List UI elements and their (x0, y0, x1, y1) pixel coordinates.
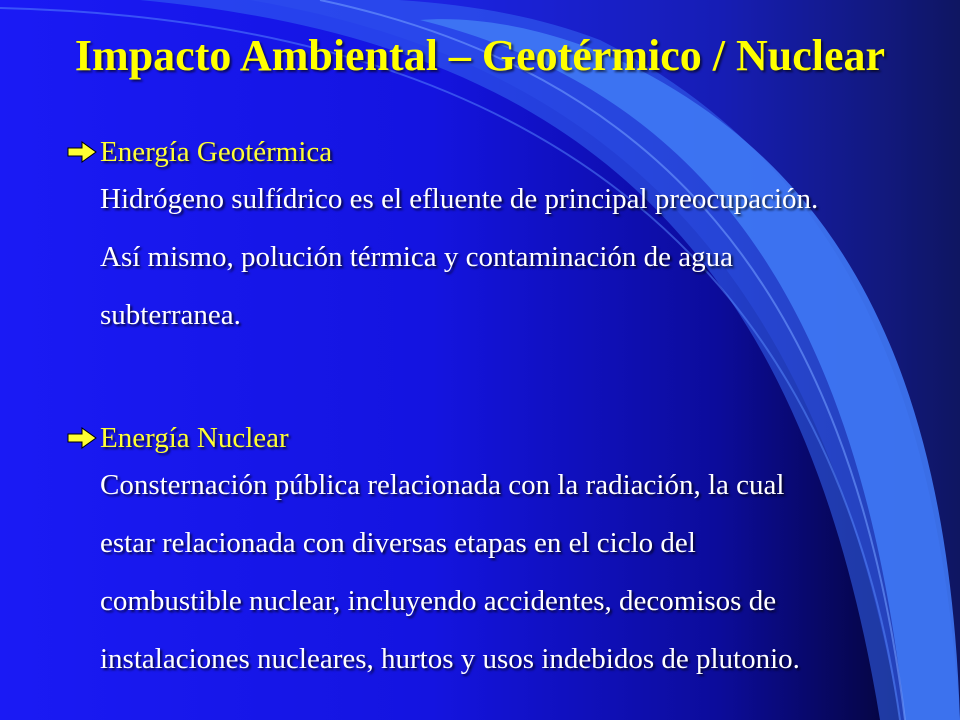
section-heading-label: Energía Geotérmica (100, 135, 333, 168)
section-heading (66, 420, 800, 456)
body-line: Así mismo, polución térmica y contaminación de agua (100, 241, 734, 273)
body-line: Consternación pública relacionada con la radiación, la cual (100, 469, 785, 501)
body-line: subterranea. (100, 299, 241, 331)
slide-title: Impacto Ambiental – Geotérmico / Nuclear (74, 31, 886, 80)
body-line: combustible nuclear, incluyendo accidentes, decomisos de (100, 585, 777, 617)
section-heading-label: Energía Nuclear (100, 421, 289, 454)
arrow-right-icon (66, 426, 98, 450)
arrow-right-icon (66, 140, 98, 164)
body-line: Hidrógeno sulfídrico es el efluente de principal preocupación. (100, 183, 819, 215)
body-line: instalaciones nucleares, hurtos y usos indebidos de plutonio. (100, 643, 800, 675)
section-heading (66, 134, 818, 170)
body-line: estar relacionada con diversas etapas en el ciclo del (100, 527, 696, 559)
section-geothermal (66, 134, 818, 344)
section-nuclear (66, 420, 800, 688)
